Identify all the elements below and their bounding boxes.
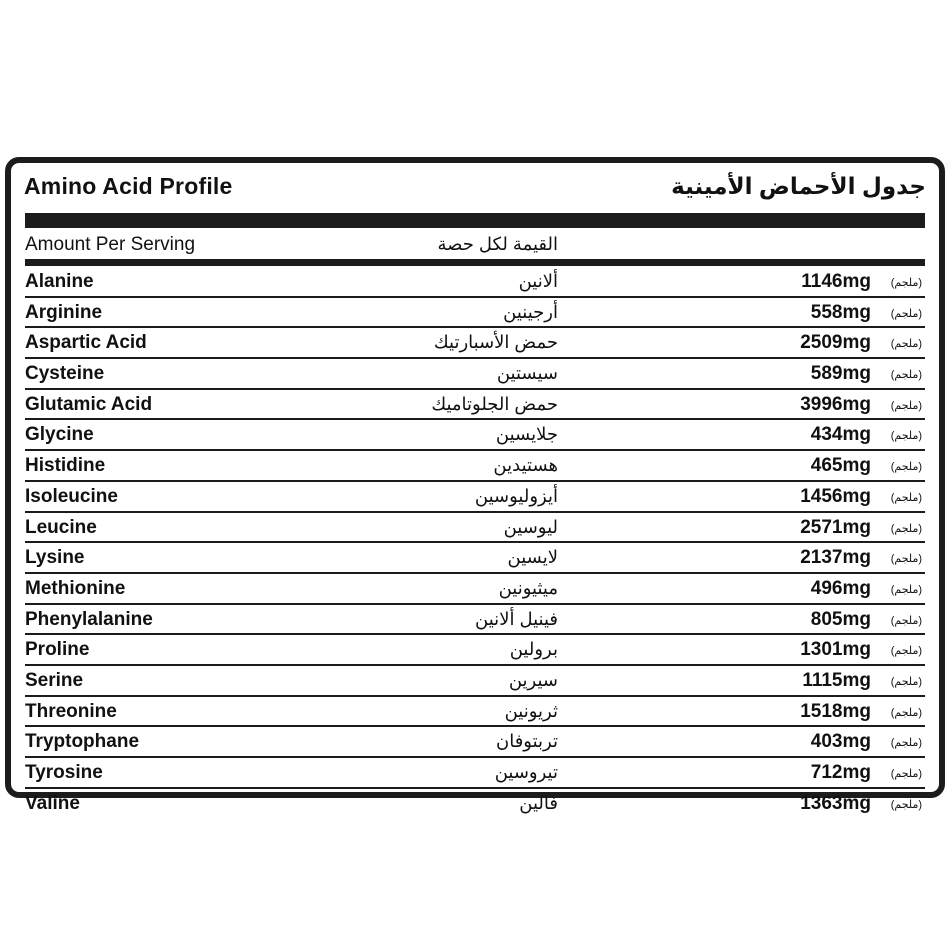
amino-acid-name-arabic: ميثيونين (498, 577, 558, 598)
amino-acid-table (25, 267, 925, 817)
table-row (25, 451, 925, 482)
amino-acid-name: Lysine (25, 547, 85, 569)
amino-acid-amount: 1115mg (802, 669, 871, 691)
amino-acid-name: Isoleucine (25, 485, 118, 507)
amino-acid-name-arabic: سيستين (496, 363, 558, 384)
unit-label-arabic: (ملجم) (890, 645, 922, 658)
serving-label-arabic: القيمة لكل حصة (437, 234, 558, 254)
amino-acid-amount: 3996mg (800, 393, 871, 415)
amino-acid-amount: 465mg (810, 455, 871, 477)
table-row (25, 758, 925, 789)
amino-acid-name: Phenylalanine (25, 608, 153, 630)
amino-acid-name: Leucine (25, 516, 97, 538)
amino-acid-amount: 2571mg (800, 516, 871, 538)
amino-acid-name-arabic: هستيدين (493, 455, 558, 476)
unit-label-arabic: (ملجم) (890, 522, 922, 535)
amino-acid-amount: 434mg (810, 424, 871, 446)
amino-acid-name: Aspartic Acid (25, 332, 147, 354)
amino-acid-name-arabic: لايسين (507, 547, 558, 568)
amino-acid-panel (5, 157, 945, 814)
unit-label-arabic: (ملجم) (890, 277, 922, 289)
amino-acid-name-arabic: حمض الأسبارتيك (433, 332, 558, 353)
unit-label-arabic: (ملجم) (890, 553, 922, 566)
table-row (25, 298, 925, 329)
unit-label-arabic: (ملجم) (890, 768, 922, 780)
unit-label-arabic: (ملجم) (890, 583, 922, 596)
amino-acid-name-arabic: تربتوفان (496, 731, 558, 752)
amino-acid-name: Methionine (25, 577, 126, 599)
table-row (25, 420, 925, 451)
amino-acid-name: Arginine (25, 301, 103, 323)
amino-acid-amount: 1363mg (800, 792, 871, 814)
amino-acid-name-arabic: سيرين (508, 669, 558, 690)
amino-acid-amount: 2137mg (800, 547, 871, 569)
unit-label-arabic: (ملجم) (890, 307, 922, 320)
amino-acid-name-arabic: ليوسين (503, 516, 558, 537)
amino-acid-name-arabic: فالين (519, 792, 558, 813)
amino-acid-name: Tryptophane (25, 731, 140, 753)
amino-acid-name: Threonine (25, 700, 117, 722)
amino-acid-amount: 1301mg (800, 639, 871, 661)
table-row (25, 635, 925, 666)
title-arabic: جدول الأحماض الأمينية (671, 173, 926, 199)
unit-label-arabic: (ملجم) (890, 369, 922, 382)
amino-acid-name-arabic: أرجينين (503, 301, 558, 322)
amino-acid-name-arabic: أيزوليوسين (474, 485, 558, 506)
amino-acid-name: Serine (25, 669, 84, 691)
amino-acid-name: Glycine (25, 424, 94, 446)
amino-acid-amount: 403mg (810, 731, 871, 753)
header-divider-medium (25, 259, 925, 266)
amino-acid-name-arabic: جلايسين (495, 424, 558, 445)
serving-row (25, 229, 925, 257)
unit-label-arabic: (ملجم) (890, 737, 922, 750)
unit-label-arabic: (ملجم) (890, 798, 922, 811)
header-divider-thick (25, 213, 925, 228)
amino-acid-name: Glutamic Acid (25, 393, 153, 415)
table-row (25, 543, 925, 574)
unit-label-arabic: (ملجم) (890, 675, 922, 688)
amino-acid-amount: 1456mg (800, 485, 871, 507)
unit-label-arabic: (ملجم) (890, 491, 922, 504)
table-row (25, 666, 925, 697)
amino-acid-name-arabic: تيروسين (494, 762, 558, 782)
unit-label-arabic: (ملجم) (890, 614, 922, 627)
title-english: Amino Acid Profile (24, 173, 233, 199)
amino-acid-amount: 496mg (810, 577, 871, 599)
amino-acid-name: Histidine (25, 455, 106, 477)
amino-acid-name: Alanine (25, 271, 94, 292)
amino-acid-amount: 1518mg (800, 700, 871, 722)
amino-acid-amount: 589mg (810, 363, 871, 385)
table-row (25, 390, 925, 421)
table-row (25, 697, 925, 728)
unit-label-arabic: (ملجم) (890, 430, 922, 443)
amino-acid-name-arabic: ثريونين (504, 700, 558, 721)
table-row (25, 267, 925, 298)
amino-acid-amount: 805mg (810, 608, 871, 630)
table-row (25, 574, 925, 605)
amino-acid-amount: 558mg (810, 301, 871, 323)
amino-acid-amount: 1146mg (801, 271, 871, 292)
unit-label-arabic: (ملجم) (890, 338, 922, 351)
amino-acid-amount: 712mg (810, 762, 871, 783)
table-row (25, 789, 925, 818)
table-row (25, 605, 925, 636)
table-row (25, 482, 925, 513)
unit-label-arabic: (ملجم) (890, 706, 922, 719)
table-row (25, 513, 925, 544)
table-row (25, 328, 925, 359)
amino-acid-name: Cysteine (25, 363, 105, 385)
amino-acid-name: Valine (25, 792, 80, 814)
unit-label-arabic: (ملجم) (890, 399, 922, 412)
amino-acid-name: Proline (25, 639, 90, 661)
amino-acid-name-arabic: حمض الجلوتاميك (431, 393, 558, 414)
panel-header (24, 173, 926, 205)
table-row (25, 727, 925, 758)
serving-label-english: Amount Per Serving (25, 234, 196, 255)
amino-acid-name: Tyrosine (25, 762, 103, 783)
unit-label-arabic: (ملجم) (890, 461, 922, 474)
table-row (25, 359, 925, 390)
amino-acid-name-arabic: ألانين (518, 271, 558, 291)
amino-acid-amount: 2509mg (800, 332, 871, 354)
amino-acid-name-arabic: برولين (509, 639, 558, 660)
amino-acid-name-arabic: فينيل ألانين (475, 608, 558, 629)
